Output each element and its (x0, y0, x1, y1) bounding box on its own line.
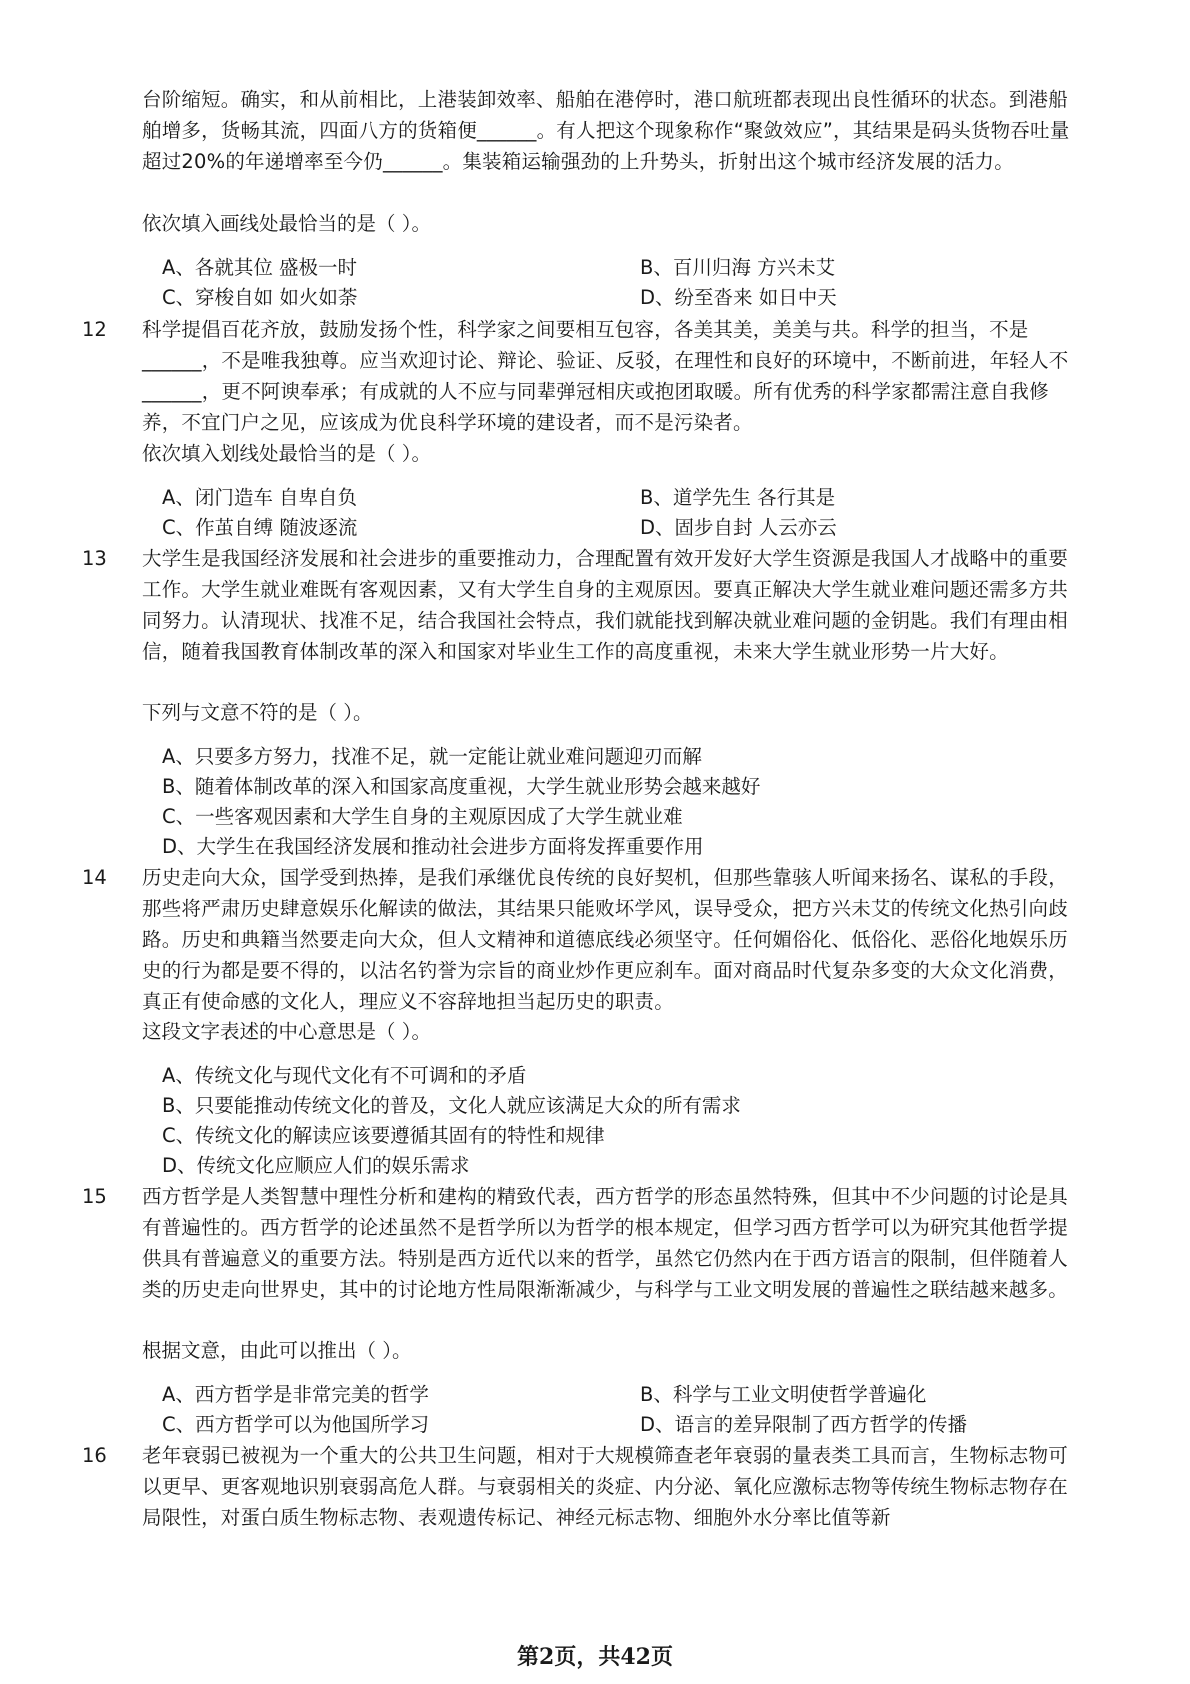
question-15-option-d[interactable]: D、语言的差异限制了西方哲学的传播 (640, 1413, 968, 1436)
question-12-passage: 科学提倡百花齐放，鼓励发扬个性，科学家之间要相互包容，各美其美，美美与共。科学的担当，不是______，不是唯我独尊。应当欢迎讨论、辩论、验证、反驳，在理性和良好的环境中，不断前进，年轻人不______，更不阿谀奉承；有成就的人不应与同辈弹冠相庆或抱团取暖。所有优秀的科学家都需注意自我修养，不宜门户之见，应该成为优良科学环境的建设者，而不是污染者。 (142, 318, 1069, 434)
question-15-number: 15 (82, 1185, 107, 1208)
question-11-option-a[interactable]: A、各就其位 盛极一时 (162, 256, 358, 279)
question-12-option-d[interactable]: D、固步自封 人云亦云 (640, 516, 837, 539)
question-12-prompt: 依次填入划线处最恰当的是（ ）。 (142, 442, 431, 465)
question-13-option-c[interactable]: C、一些客观因素和大学生自身的主观原因成了大学生就业难 (162, 805, 683, 828)
question-14-option-d[interactable]: D、传统文化应顺应人们的娱乐需求 (162, 1154, 470, 1177)
question-11-prompt: 依次填入画线处最恰当的是（ ）。 (142, 212, 431, 235)
question-13-prompt: 下列与文意不符的是（ ）。 (142, 701, 373, 724)
question-14-number: 14 (82, 866, 107, 889)
question-12-option-c[interactable]: C、作茧自缚 随波逐流 (162, 516, 358, 539)
question-15-option-b[interactable]: B、科学与工业文明使哲学普遍化 (640, 1383, 927, 1406)
question-15-option-c[interactable]: C、西方哲学可以为他国所学习 (162, 1413, 430, 1436)
question-15-passage: 西方哲学是人类智慧中理性分析和建构的精致代表，西方哲学的形态虽然特殊，但其中不少问题的讨论是具有普遍性的。西方哲学的论述虽然不是哲学所以为哲学的根本规定，但学习西方哲学可以为研究其他哲学提供具有普遍意义的重要方法。特别是西方近代以来的哲学，虽然它仍然内在于西方语言的限制，但伴随着人类的历史走向世界史，其中的讨论地方性局限渐渐减少，与科学与工业文明发展的普遍性之联结越来越多。 (142, 1185, 1068, 1301)
question-14-option-b[interactable]: B、只要能推动传统文化的普及，文化人就应该满足大众的所有需求 (162, 1094, 741, 1117)
question-14-option-a[interactable]: A、传统文化与现代文化有不可调和的矛盾 (162, 1064, 527, 1087)
question-14-prompt: 这段文字表述的中心意思是（ ）。 (142, 1020, 431, 1043)
question-13-option-a[interactable]: A、只要多方努力，找准不足，就一定能让就业难问题迎刃而解 (162, 745, 702, 768)
question-13-option-d[interactable]: D、大学生在我国经济发展和推动社会进步方面将发挥重要作用 (162, 835, 704, 858)
question-16-number: 16 (82, 1444, 107, 1467)
question-11-option-c[interactable]: C、穿梭自如 如火如荼 (162, 286, 358, 309)
page-footer: 第2页，共42页 (517, 1644, 673, 1670)
question-14-option-c[interactable]: C、传统文化的解读应该要遵循其固有的特性和规律 (162, 1124, 605, 1147)
question-11-option-d[interactable]: D、纷至沓来 如日中天 (640, 286, 837, 309)
question-12-option-a[interactable]: A、闭门造车 自卑自负 (162, 486, 358, 509)
question-13-passage: 大学生是我国经济发展和社会进步的重要推动力，合理配置有效开发好大学生资源是我国人才战略中的重要工作。大学生就业难既有客观因素，又有大学生自身的主观原因。要真正解决大学生就业难问题还需多方共同努力。认清现状、找准不足，结合我国社会特点，我们就能找到解决就业难问题的金钥匙。我们有理由相信，随着我国教育体制改革的深入和国家对毕业生工作的高度重视，未来大学生就业形势一片大好。 (142, 547, 1068, 663)
question-13-option-b[interactable]: B、随着体制改革的深入和国家高度重视，大学生就业形势会越来越好 (162, 775, 761, 798)
question-11-option-b[interactable]: B、百川归海 方兴未艾 (640, 256, 836, 279)
question-13-number: 13 (82, 547, 107, 570)
question-12-number: 12 (82, 318, 107, 341)
question-14-passage: 历史走向大众，国学受到热捧，是我们承继优良传统的良好契机，但那些靠骇人听闻来扬名、谋私的手段，那些将严肃历史肆意娱乐化解读的做法，其结果只能败坏学风，误导受众，把方兴未艾的传统文化热引向歧路。历史和典籍当然要走向大众，但人文精神和道德底线必须坚守。任何媚俗化、低俗化、恶俗化地娱乐历史的行为都是要不得的，以沽名钓誉为宗旨的商业炒作更应刹车。面对商品时代复杂多变的大众文化消费，真正有使命感的文化人，理应义不容辞地担当起历史的职责。 (142, 866, 1068, 1013)
question-16-passage: 老年衰弱已被视为一个重大的公共卫生问题，相对于大规模筛查老年衰弱的量表类工具而言，生物标志物可以更早、更客观地识别衰弱高危人群。与衰弱相关的炎症、内分泌、氧化应激标志物等传统生物标志物存在局限性，对蛋白质生物标志物、表观遗传标记、神经元标志物、细胞外水分率比值等新 (142, 1444, 1068, 1529)
question-11-passage: 台阶缩短。确实，和从前相比，上港装卸效率、船舶在港停时，港口航班都表现出良性循环的状态。到港船舶增多，货畅其流，四面八方的货箱便______。有人把这个现象称作“聚敛效应”，其结果是码头货物吞吐量超过20%的年递增率至今仍______。集装箱运输强劲的上升势头，折射出这个城市经济发展的活力。 (142, 88, 1070, 173)
question-12-option-b[interactable]: B、道学先生 各行其是 (640, 486, 836, 509)
question-15-prompt: 根据文意，由此可以推出（ ）。 (142, 1339, 412, 1362)
question-15-option-a[interactable]: A、西方哲学是非常完美的哲学 (162, 1383, 429, 1406)
